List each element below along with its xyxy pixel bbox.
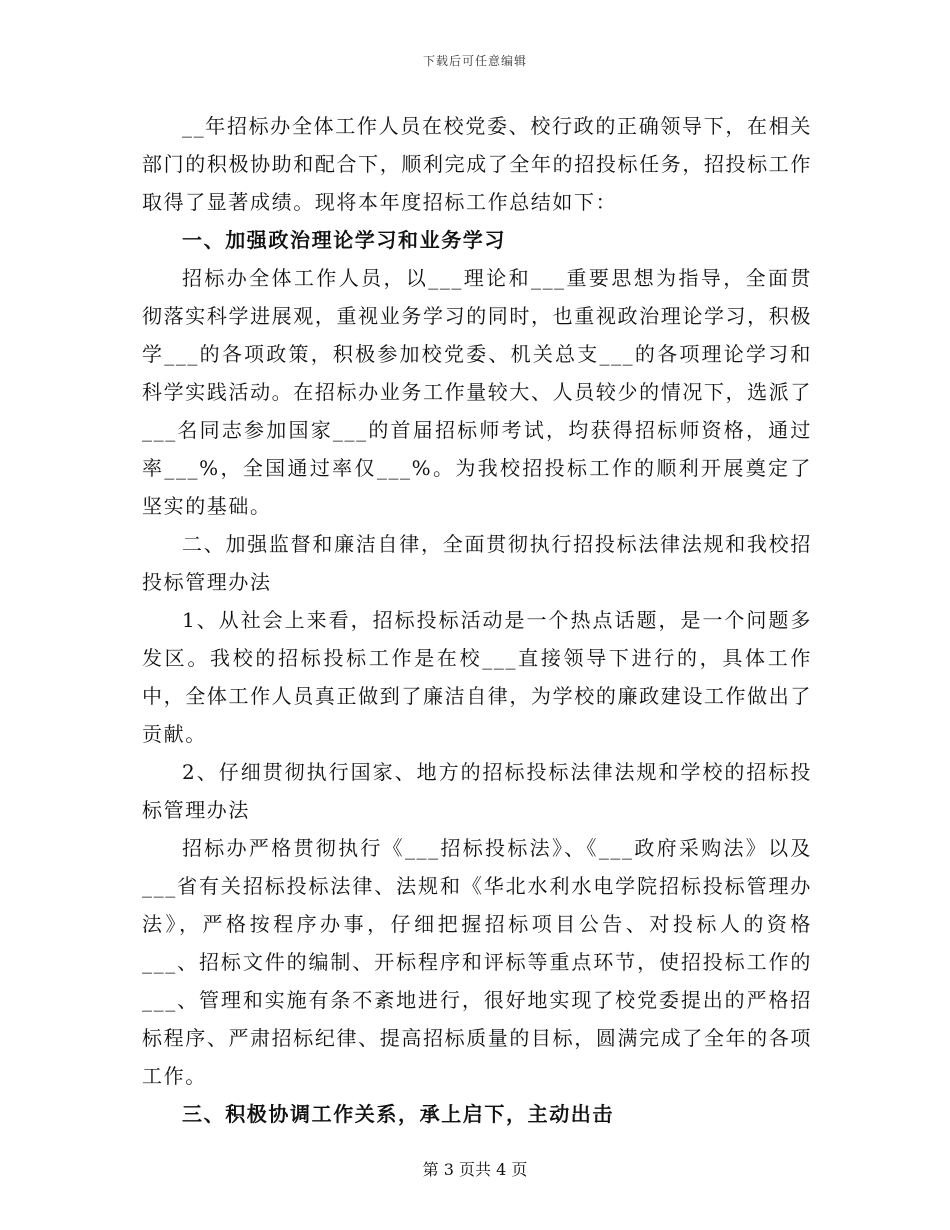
intro-paragraph: __年招标办全体工作人员在校党委、校行政的正确领导下，在相关部门的积极协助和配合下，顺利完成了全年的招投标任务，招投标工作取得了显著成绩。现将本年度招标工作总结如下： <box>142 114 812 214</box>
section-heading-2: 二、加强监督和廉洁自律，全面贯彻执行招投标法律法规和我校招投标管理办法 <box>142 532 812 594</box>
section-heading-1: 一、加强政治理论学习和业务学习 <box>182 228 506 252</box>
document-body <box>142 107 812 1133</box>
section-heading-3: 三、积极协调工作关系，承上启下，主动出击 <box>182 1102 614 1126</box>
section-1-paragraph: 招标办全体工作人员，以___理论和___重要思想为指导，全面贯彻落实科学进展观，重视业务学习的同时，也重视政治理论学习，积极学___的各项政策，积极参加校党委、机关总支___的各项理论学习和科学实践活动。在招标办业务工作量较大、人员较少的情况下，选派了___名同志参加国家___的首届招标师考试，均获得招标师资格，通过率___%，全国通过率仅___%。为我校招投标工作的顺利开展奠定了坚实的基础。 <box>142 266 812 518</box>
section-2-item-2-heading: 2、仔细贯彻执行国家、地方的招标投标法律法规和学校的招标投标管理办法 <box>142 760 812 822</box>
section-2-item-2-paragraph: 招标办严格贯彻执行《___招标投标法》、《___政府采购法》以及___省有关招标投标法律、法规和《华北水利水电学院招标投标管理办法》，严格按程序办事，仔细把握招标项目公告、对投标人的资格___、招标文件的编制、开标程序和评标等重点环节，使招投标工作的___、管理和实施有条不紊地进行，很好地实现了校党委提出的严格招标程序、严肃招标纪律、提高招标质量的目标，圆满完成了全年的各项工作。 <box>142 836 812 1088</box>
section-2-item-1: 1、从社会上来看，招标投标活动是一个热点话题，是一个问题多发区。我校的招标投标工作是在校___直接领导下进行的，具体工作中，全体工作人员真正做到了廉洁自律，为学校的廉政建设工作做出了贡献。 <box>142 608 812 746</box>
page-header: 下载后可任意编辑 <box>422 54 527 68</box>
page-footer: 第 3 页共 4 页 <box>422 1160 528 1179</box>
